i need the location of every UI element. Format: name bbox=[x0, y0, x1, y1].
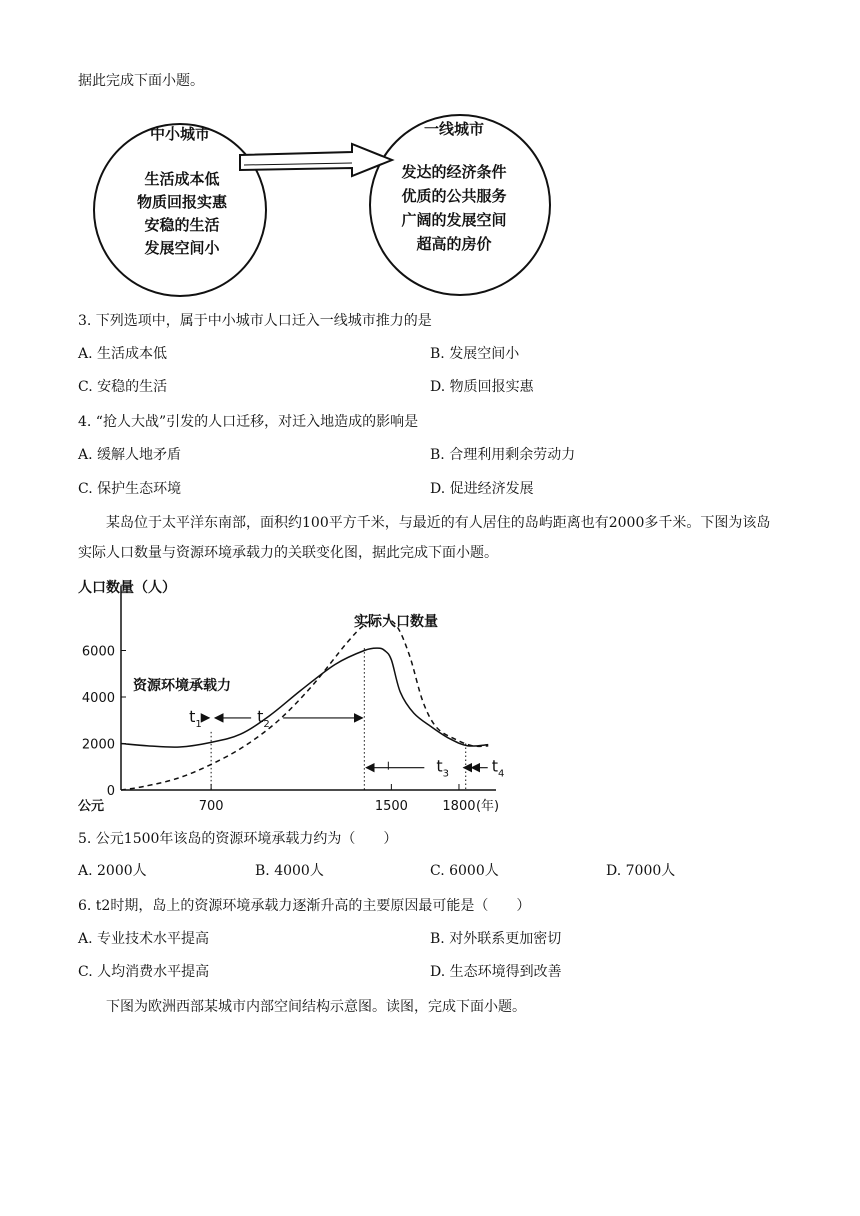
q5-option-c[interactable]: C. 6000人 bbox=[430, 863, 499, 879]
left-line-1: 生活成本低 bbox=[144, 170, 220, 188]
q5-option-d[interactable]: D. 7000人 bbox=[606, 863, 676, 879]
q5-option-a[interactable]: A. 2000人 bbox=[78, 863, 147, 879]
intro-text: 据此完成下面小题。 bbox=[78, 73, 204, 89]
left-title: 中小城市 bbox=[149, 125, 211, 143]
q6-option-d[interactable]: D. 生态环境得到改善 bbox=[430, 964, 562, 980]
x-tick-label: 1500 bbox=[374, 799, 408, 814]
q6-option-a[interactable]: A. 专业技术水平提高 bbox=[78, 931, 210, 947]
series-label-actual-population: 实际人口数量 bbox=[354, 614, 438, 630]
passage-3-text: 下图为欧洲西部某城市内部空间结构示意图。读图，完成下面小题。 bbox=[106, 999, 526, 1015]
t4-label: $t_4$ bbox=[491, 756, 505, 780]
q4-option-b[interactable]: B. 合理利用剩余劳动力 bbox=[430, 447, 576, 463]
x-tick-label: 1800 bbox=[442, 799, 476, 814]
series-label-carrying-capacity: 资源环境承载力 bbox=[133, 678, 231, 694]
q3-option-a[interactable]: A. 生活成本低 bbox=[78, 346, 168, 362]
q6-stem: 6. t2时期，岛上的资源环境承载力逐渐升高的主要原因最可能是（ ） bbox=[78, 898, 531, 914]
q4-option-a[interactable]: A. 缓解人地矛盾 bbox=[78, 447, 182, 463]
t3-label: $t_3$ bbox=[436, 756, 449, 780]
passage-3 bbox=[78, 992, 778, 1022]
x-origin-label: 公元 bbox=[78, 799, 105, 814]
series-line-carrying-capacity bbox=[121, 648, 488, 747]
x-unit-label: (年) bbox=[475, 799, 500, 814]
right-line-4: 超高的房价 bbox=[416, 235, 492, 253]
q5-stem: 5. 公元1500年该岛的资源环境承载力约为（ ） bbox=[78, 831, 398, 847]
y-tick-label: 6000 bbox=[81, 644, 115, 660]
q3-option-b[interactable]: B. 发展空间小 bbox=[430, 346, 520, 362]
x-tick-label: 700 bbox=[198, 799, 224, 814]
q4-option-c[interactable]: C. 保护生态环境 bbox=[78, 481, 182, 497]
left-line-4: 发展空间小 bbox=[144, 239, 220, 257]
q6-option-c[interactable]: C. 人均消费水平提高 bbox=[78, 964, 210, 980]
left-line-3: 安稳的生活 bbox=[144, 216, 220, 234]
series-line-actual-population bbox=[121, 618, 488, 790]
y-axis-label: 人口数量（人） bbox=[78, 580, 176, 596]
y-tick-label: 4000 bbox=[81, 691, 115, 706]
y-tick-label: 0 bbox=[106, 784, 115, 799]
y-tick-label: 2000 bbox=[81, 737, 115, 753]
q5-option-b[interactable]: B. 4000人 bbox=[255, 863, 324, 879]
q3-option-c[interactable]: C. 安稳的生活 bbox=[78, 379, 168, 395]
right-circle bbox=[370, 115, 550, 295]
right-title: 一线城市 bbox=[423, 120, 485, 138]
q4-option-d[interactable]: D. 促进经济发展 bbox=[430, 481, 534, 497]
passage-2 bbox=[78, 508, 778, 568]
arrow-icon bbox=[240, 144, 392, 176]
q3-stem: 3. 下列选项中，属于中小城市人口迁入一线城市推力的是 bbox=[78, 313, 432, 329]
q6-option-b[interactable]: B. 对外联系更加密切 bbox=[430, 931, 562, 947]
population-chart bbox=[76, 574, 576, 814]
right-line-2: 优质的公共服务 bbox=[401, 187, 507, 205]
right-line-1: 发达的经济条件 bbox=[401, 163, 507, 181]
q4-stem: 4. “抢人大战”引发的人口迁移，对迁入地造成的影响是 bbox=[78, 414, 419, 430]
t1-label: $t_1$ bbox=[189, 706, 202, 730]
passage-2-text: 某岛位于太平洋东南部，面积约100平方千米，与最近的有人居住的岛屿距离也有2000多千米。下图为该岛实际人口数量与资源环境承载力的关联变化图，据此完成下面小题。 bbox=[78, 515, 771, 561]
t2-label: $t_2$ bbox=[257, 706, 270, 730]
right-line-3: 广阔的发展空间 bbox=[401, 211, 507, 229]
q3-option-d[interactable]: D. 物质回报实惠 bbox=[430, 379, 534, 395]
left-line-2: 物质回报实惠 bbox=[136, 193, 228, 211]
